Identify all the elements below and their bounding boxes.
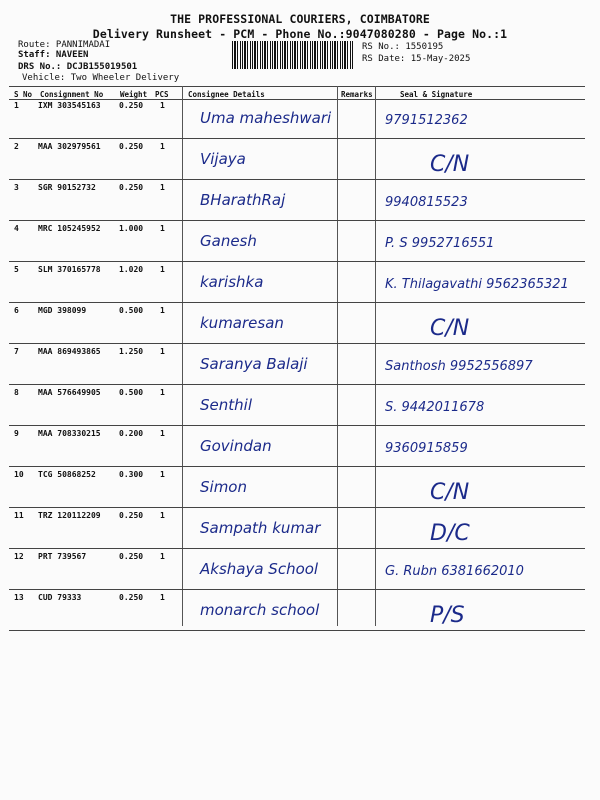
row-consignment-no: CUD 79333: [38, 593, 82, 602]
route-label: Route: PANNIMADAI: [18, 40, 111, 50]
row-consignee-handwritten: Akshaya School: [200, 560, 319, 578]
row-weight: 0.250: [119, 183, 144, 192]
row-divider: [9, 384, 585, 385]
row-pcs: 1: [160, 224, 165, 233]
row-consignee-handwritten: Uma maheshwari: [200, 109, 332, 127]
row-divider: [9, 507, 585, 508]
row-consignee-handwritten: kumaresan: [200, 314, 284, 332]
row-divider: [9, 261, 585, 262]
row-divider: [9, 548, 585, 549]
row-consignment-no: TCG 50868252: [38, 470, 96, 479]
row-sno: 12: [14, 552, 24, 561]
row-consignee-handwritten: karishka: [200, 273, 264, 291]
row-weight: 0.300: [119, 470, 144, 479]
row-consignee-handwritten: Vijaya: [200, 150, 246, 168]
rs-date: RS Date: 15-May-2025: [362, 54, 471, 64]
row-sno: 13: [14, 593, 24, 602]
row-consignment-no: IXM 303545163: [38, 101, 101, 110]
row-weight: 1.020: [119, 265, 144, 274]
row-pcs: 1: [160, 552, 165, 561]
row-pcs: 1: [160, 142, 165, 151]
row-pcs: 1: [160, 429, 165, 438]
row-sno: 5: [14, 265, 19, 274]
row-pcs: 1: [160, 511, 165, 520]
row-sno: 9: [14, 429, 19, 438]
row-pcs: 1: [160, 593, 165, 602]
row-consignment-no: TRZ 120112209: [38, 511, 101, 520]
row-pcs: 1: [160, 347, 165, 356]
row-sno: 2: [14, 142, 19, 151]
row-signature-handwritten: C/N: [430, 480, 470, 505]
row-consignee-handwritten: Govindan: [200, 437, 272, 455]
row-divider: [9, 425, 585, 426]
row-consignment-no: PRT 739567: [38, 552, 87, 561]
company-title: THE PROFESSIONAL COURIERS, COIMBATORE: [170, 12, 430, 26]
row-divider: [9, 630, 585, 631]
row-sno: 7: [14, 347, 19, 356]
row-weight: 0.250: [119, 142, 144, 151]
row-sno: 3: [14, 183, 19, 192]
row-signature-handwritten: 9940815523: [385, 195, 468, 210]
row-pcs: 1: [160, 101, 165, 110]
row-consignee-handwritten: Sampath kumar: [200, 519, 321, 537]
row-sno: 10: [14, 470, 24, 479]
row-signature-handwritten: K. Thilagavathi 9562365321: [385, 277, 569, 292]
row-pcs: 1: [160, 470, 165, 479]
row-pcs: 1: [160, 388, 165, 397]
row-consignee-handwritten: monarch school: [200, 601, 320, 619]
row-signature-handwritten: S. 9442011678: [385, 400, 485, 415]
row-consignment-no: MAA 302979561: [38, 142, 101, 151]
row-consignment-no: MAA 869493865: [38, 347, 101, 356]
row-weight: 0.250: [119, 552, 144, 561]
row-signature-handwritten: 9791512362: [385, 113, 468, 128]
vehicle-label: Vehicle: Two Wheeler Delivery: [22, 73, 180, 83]
row-consignment-no: MGD 398099: [38, 306, 87, 315]
row-weight: 0.200: [119, 429, 144, 438]
row-divider: [9, 138, 585, 139]
row-sno: 1: [14, 101, 19, 110]
row-sno: 6: [14, 306, 19, 315]
row-consignee-handwritten: Simon: [200, 478, 247, 496]
row-signature-handwritten: C/N: [430, 316, 470, 341]
col-remarks: Remarks: [341, 90, 373, 99]
row-divider: [9, 220, 585, 221]
row-signature-handwritten: P/S: [430, 603, 465, 628]
staff-label: Staff: NAVEEN: [18, 50, 89, 60]
rs-number: RS No.: 1550195: [362, 42, 444, 52]
row-divider: [9, 589, 585, 590]
row-pcs: 1: [160, 306, 165, 315]
row-weight: 1.000: [119, 224, 144, 233]
row-weight: 0.500: [119, 388, 144, 397]
row-signature-handwritten: D/C: [430, 521, 470, 546]
row-sno: 4: [14, 224, 19, 233]
barcode: [232, 41, 354, 69]
row-weight: 0.250: [119, 511, 144, 520]
row-signature-handwritten: Santhosh 9952556897: [385, 359, 533, 374]
row-weight: 0.250: [119, 101, 144, 110]
col-consignment: Consignment No: [40, 90, 104, 99]
row-divider: [9, 343, 585, 344]
row-consignment-no: SLM 370165778: [38, 265, 101, 274]
row-pcs: 1: [160, 183, 165, 192]
col-signature: Seal & Signature: [400, 90, 473, 99]
row-consignment-no: MAA 576649905: [38, 388, 101, 397]
col-weight: Weight: [120, 90, 148, 99]
col-sno: S No: [14, 90, 33, 99]
row-consignment-no: MRC 105245952: [38, 224, 101, 233]
runsheet-subtitle: Delivery Runsheet - PCM - Phone No.:9047080280 - Page No.:1: [92, 27, 508, 41]
row-signature-handwritten: P. S 9952716551: [385, 236, 495, 251]
col-consignee: Consignee Details: [188, 90, 265, 99]
row-weight: 0.500: [119, 306, 144, 315]
drs-label: DRS No.: DCJB155019501: [18, 62, 138, 72]
row-consignment-no: SGR 90152732: [38, 183, 96, 192]
row-signature-handwritten: G. Rubn 6381662010: [385, 564, 524, 579]
row-divider: [9, 302, 585, 303]
row-weight: 0.250: [119, 593, 144, 602]
row-consignee-handwritten: BHarathRaj: [200, 191, 286, 209]
row-weight: 1.250: [119, 347, 144, 356]
row-consignee-handwritten: Ganesh: [200, 232, 257, 250]
row-consignee-handwritten: Saranya Balaji: [200, 355, 308, 373]
row-consignee-handwritten: Senthil: [200, 396, 252, 414]
row-divider: [9, 179, 585, 180]
row-sno: 11: [14, 511, 24, 520]
row-consignment-no: MAA 708330215: [38, 429, 101, 438]
row-pcs: 1: [160, 265, 165, 274]
row-sno: 8: [14, 388, 19, 397]
row-signature-handwritten: 9360915859: [385, 441, 468, 456]
row-signature-handwritten: C/N: [430, 152, 470, 177]
row-divider: [9, 466, 585, 467]
col-pcs: PCS: [155, 90, 169, 99]
